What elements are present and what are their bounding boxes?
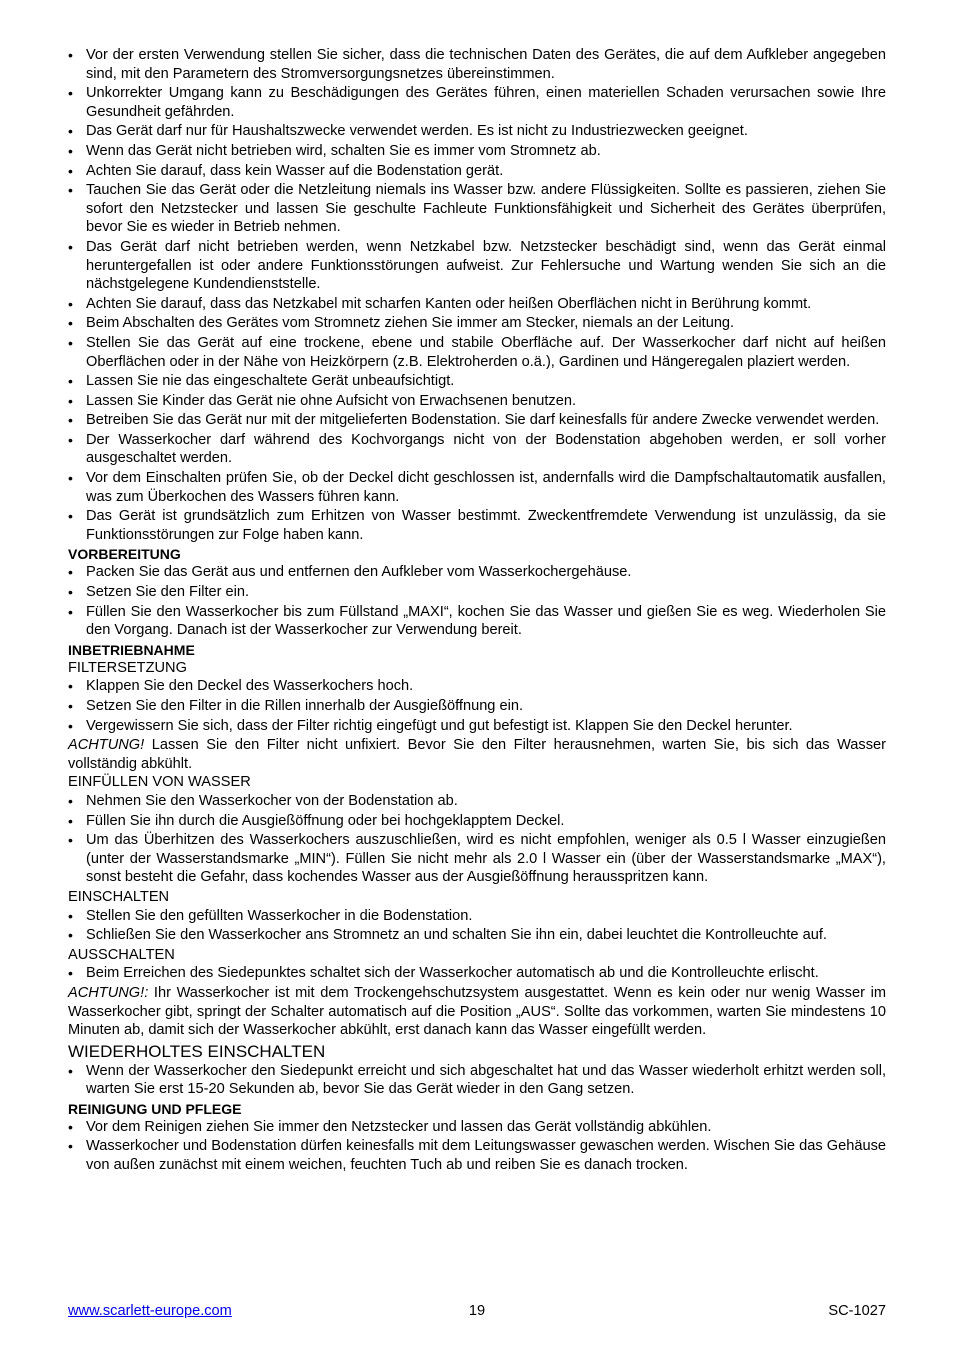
list-item: • Das Gerät darf nicht betrieben werden, wenn Netzkabel bzw. Netzstecker beschädigt sind, wenn das Gerät einmal heruntergefallen ist oder andere Funktionsstörungen aufweist. Zur Fehlersuche und Wartung wenden Sie sich an die nächstgelegene Kundendienststelle. <box>68 238 886 294</box>
list-item: • Stellen Sie den gefüllten Wasserkocher in die Bodenstation. <box>68 907 886 926</box>
subheading-einfuellen: EINFÜLLEN VON WASSER <box>68 774 251 791</box>
model-number: SC-1027 <box>828 1303 886 1319</box>
list-item: • Das Gerät darf nur für Haushaltszwecke verwendet werden. Es ist nicht zu Industriezwecken geeignet. <box>68 122 886 141</box>
on-list <box>68 907 886 945</box>
page-footer <box>68 1303 886 1323</box>
list-item: • Tauchen Sie das Gerät oder die Netzleitung niemals ins Wasser bzw. andere Flüssigkeiten. Sollte es passieren, ziehen Sie sofort den Netzstecker und lassen Sie geschulte Fachleute Funktionsfähigkeit und Sicherheit des Gerätes überprüfen, bevor Sie es wieder in Betrieb nehmen. <box>68 181 886 237</box>
list-item: • Schließen Sie den Wasserkocher ans Stromnetz an und schalten Sie ihn ein, dabei leuchtet die Kontrolleuchte auf. <box>68 926 886 945</box>
list-item: • Vor dem Einschalten prüfen Sie, ob der Deckel dicht geschlossen ist, andernfalls wird die Dampfschaltautomatik ausfallen, was zum Überkochen des Wassers führen kann. <box>68 469 886 506</box>
list-item: • Unkorrekter Umgang kann zu Beschädigungen des Gerätes führen, einen materiellen Schaden verursachen sowie Ihre Gesundheit gefährden. <box>68 84 886 121</box>
list-item: • Der Wasserkocher darf während des Kochvorgangs nicht von der Bodenstation abgehoben werden, er soll vorher ausgeschaltet werden. <box>68 431 886 468</box>
warning-label: ACHTUNG!: <box>68 984 149 1001</box>
subheading-filtersetzung: FILTERSETZUNG <box>68 659 187 676</box>
list-item: • Das Gerät ist grundsätzlich zum Erhitzen von Wasser bestimmt. Zweckentfremdete Verwendung ist unzulässig, da sie Funktionsstörungen zur Folge haben kann. <box>68 507 886 544</box>
section-heading-wiederholtes: WIEDERHOLTES EINSCHALTEN <box>68 1041 326 1061</box>
website-link[interactable]: www.scarlett-europe.com <box>68 1303 232 1319</box>
list-item: • Vor dem Reinigen ziehen Sie immer den Netzstecker und lassen das Gerät vollständig abkühlen. <box>68 1118 886 1137</box>
list-item: • Betreiben Sie das Gerät nur mit der mitgelieferten Bodenstation. Sie darf keinesfalls für andere Zwecke verwendet werden. <box>68 411 886 430</box>
subheading-einschalten: EINSCHALTEN <box>68 888 170 905</box>
filter-warning-note <box>68 736 886 773</box>
list-item: • Wenn der Wasserkocher den Siedepunkt erreicht und sich abgeschaltet hat und das Wasser wiederholt erhitzt werden soll, warten Sie erst 15-20 Sekunden ab, bevor Sie das Gerät wieder in den Gang setzen. <box>68 1062 886 1099</box>
manual-page <box>68 46 886 1176</box>
list-item: • Beim Abschalten des Gerätes vom Stromnetz ziehen Sie immer am Stecker, niemals an der Leitung. <box>68 314 886 333</box>
list-item: • Packen Sie das Gerät aus und entfernen den Aufkleber vom Wasserkochergehäuse. <box>68 563 886 582</box>
list-item: • Wasserkocher und Bodenstation dürfen keinesfalls mit dem Leitungswasser gewaschen werden. Wischen Sie das Gehäuse von außen zunächst mit einem weichen, feuchten Tuch ab und reiben Sie es danach trocken. <box>68 1137 886 1174</box>
filter-list <box>68 677 886 735</box>
wiederholtes-list <box>68 1062 886 1099</box>
dry-protection-note <box>68 984 886 1040</box>
vorbereitung-list <box>68 563 886 639</box>
off-list <box>68 964 886 983</box>
list-item: • Wenn das Gerät nicht betrieben wird, schalten Sie es immer vom Stromnetz ab. <box>68 142 886 161</box>
safety-list <box>68 46 886 544</box>
list-item: • Füllen Sie ihn durch die Ausgießöffnung oder bei hochgeklapptem Deckel. <box>68 812 886 831</box>
list-item: • Lassen Sie nie das eingeschaltete Gerät unbeaufsichtigt. <box>68 372 886 391</box>
list-item: • Setzen Sie den Filter ein. <box>68 583 886 602</box>
warning-label: ACHTUNG! <box>68 737 145 754</box>
section-heading-inbetriebnahme: INBETRIEBNAHME <box>68 641 195 658</box>
list-item: • Nehmen Sie den Wasserkocher von der Bodenstation ab. <box>68 792 886 811</box>
list-item: • Vor der ersten Verwendung stellen Sie sicher, dass die technischen Daten des Gerätes, die auf dem Aufkleber angegeben sind, mit den Parametern des Stromversorgungsnetzes übereinstimmen. <box>68 46 886 83</box>
list-item: • Vergewissern Sie sich, dass der Filter richtig eingefügt und gut befestigt ist. Klappen Sie den Deckel herunter. <box>68 717 886 736</box>
section-heading-vorbereitung: VORBEREITUNG <box>68 546 181 563</box>
list-item: • Füllen Sie den Wasserkocher bis zum Füllstand „MAXI“, kochen Sie das Wasser und gießen Sie es weg. Wiederholen Sie den Vorgang. Danach ist der Wasserkocher zur Verwendung bereit. <box>68 603 886 640</box>
list-item: • Achten Sie darauf, dass kein Wasser auf die Bodenstation gerät. <box>68 162 886 181</box>
warning-text: Lassen Sie den Filter nicht unfixiert. Bevor Sie den Filter herausnehmen, warten Sie, bis sich das Wasser vollständig abkühlt. <box>68 737 886 772</box>
fill-list <box>68 792 886 887</box>
list-item: • Achten Sie darauf, dass das Netzkabel mit scharfen Kanten oder heißen Oberflächen nicht in Berührung kommt. <box>68 295 886 314</box>
section-heading-reinigung: REINIGUNG UND PFLEGE <box>68 1100 242 1117</box>
list-item: • Klappen Sie den Deckel des Wasserkochers hoch. <box>68 677 886 696</box>
subheading-ausschalten: AUSSCHALTEN <box>68 946 175 963</box>
warning-text: Ihr Wasserkocher ist mit dem Trockengehschutzsystem ausgestattet. Wenn es kein oder nur wenig Wasser im Wasserkocher gibt, springt der Schalter automatisch auf die Position „AUS“. Sollte das vorkommen, warten Sie mindestens 10 Minuten ab, damit sich der Wasserkocher abkühlt, erst danach kann das Wasser eingefüllt werden. <box>68 984 886 1039</box>
list-item: • Setzen Sie den Filter in die Rillen innerhalb der Ausgießöffnung ein. <box>68 697 886 716</box>
page-number: 19 <box>468 1303 486 1319</box>
list-item: • Beim Erreichen des Siedepunktes schaltet sich der Wasserkocher automatisch ab und die Kontrolleuchte erlischt. <box>68 964 886 983</box>
reinigung-list <box>68 1118 886 1175</box>
list-item: • Um das Überhitzen des Wasserkochers auszuschließen, wird es nicht empfohlen, weniger als 0.5 l Wasser einzugießen (unter der Wasserstandsmarke „MIN“). Füllen Sie nicht mehr als 2.0 l Wasser ein (über der Wasserstandsmarke „MAX“), sonst besteht die Gefahr, dass kochendes Wasser aus der Ausgießöffnung herausspritzen kann. <box>68 831 886 887</box>
list-item: • Lassen Sie Kinder das Gerät nie ohne Aufsicht von Erwachsenen benutzen. <box>68 392 886 411</box>
list-item: • Stellen Sie das Gerät auf eine trockene, ebene und stabile Oberfläche auf. Der Wasserkocher darf nicht auf heißen Oberflächen oder in der Nähe von Heizkörpern (z.B. Elektroherden o.ä.), Gardinen und Hängeregalen plaziert werden. <box>68 334 886 371</box>
